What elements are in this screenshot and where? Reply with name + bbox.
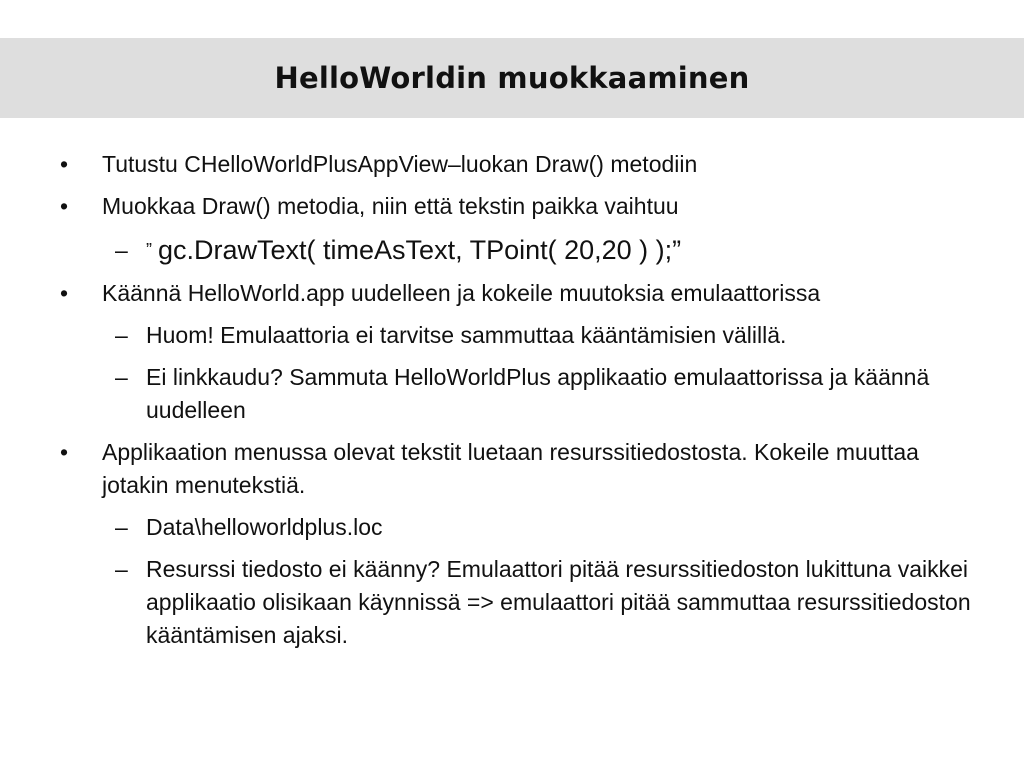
dash-marker: – (115, 364, 128, 390)
bullet-item (0, 277, 1024, 310)
dash-marker: – (115, 322, 128, 348)
sub-bullet-item (0, 361, 1024, 427)
code-open-quote: ” (146, 240, 152, 260)
bullet-item (0, 190, 1024, 223)
bullet-item (0, 148, 1024, 181)
bullet-marker: • (60, 193, 69, 219)
sub-bullet-item (0, 232, 1024, 268)
sub-bullet-text: Resurssi tiedosto ei käänny? Emulaattori pitää resurssitiedoston lukittuna vaikkei applikaatio olisikaan käynnissä => emulaattori pitää sammuttaa resurssitiedoston kääntämisen ajaksi. (146, 556, 971, 648)
sub-bullet-text: Data\helloworldplus.loc (146, 514, 383, 540)
dash-marker: – (115, 237, 128, 263)
bullet-text: Tutustu CHelloWorldPlusAppView–luokan Draw() metodiin (102, 151, 698, 177)
bullet-marker: • (60, 280, 69, 306)
title-band (0, 38, 1024, 118)
bullet-item (0, 436, 1024, 502)
bullet-text: Applikaation menussa olevat tekstit luetaan resurssitiedostosta. Kokeile muuttaa jotakin menutekstiä. (102, 439, 919, 498)
bullet-marker: • (60, 439, 69, 465)
dash-marker: – (115, 514, 128, 540)
sub-bullet-item (0, 553, 1024, 652)
sub-bullet-text: Huom! Emulaattoria ei tarvitse sammuttaa kääntämisien välillä. (146, 322, 787, 348)
bullet-text: Muokkaa Draw() metodia, niin että tekstin paikka vaihtuu (102, 193, 679, 219)
sub-bullet-item (0, 319, 1024, 352)
bullet-marker: • (60, 151, 69, 177)
sub-bullet-text: Ei linkkaudu? Sammuta HelloWorldPlus applikaatio emulaattorissa ja käännä uudelleen (146, 364, 930, 423)
sub-bullet-item (0, 511, 1024, 544)
slide-title: HelloWorldin muokkaaminen (274, 61, 750, 95)
dash-marker: – (115, 556, 128, 582)
slide-body (0, 148, 1024, 661)
code-snippet: gc.DrawText( timeAsText, TPoint( 20,20 ) );” (158, 235, 682, 265)
bullet-text: Käännä HelloWorld.app uudelleen ja kokeile muutoksia emulaattorissa (102, 280, 821, 306)
